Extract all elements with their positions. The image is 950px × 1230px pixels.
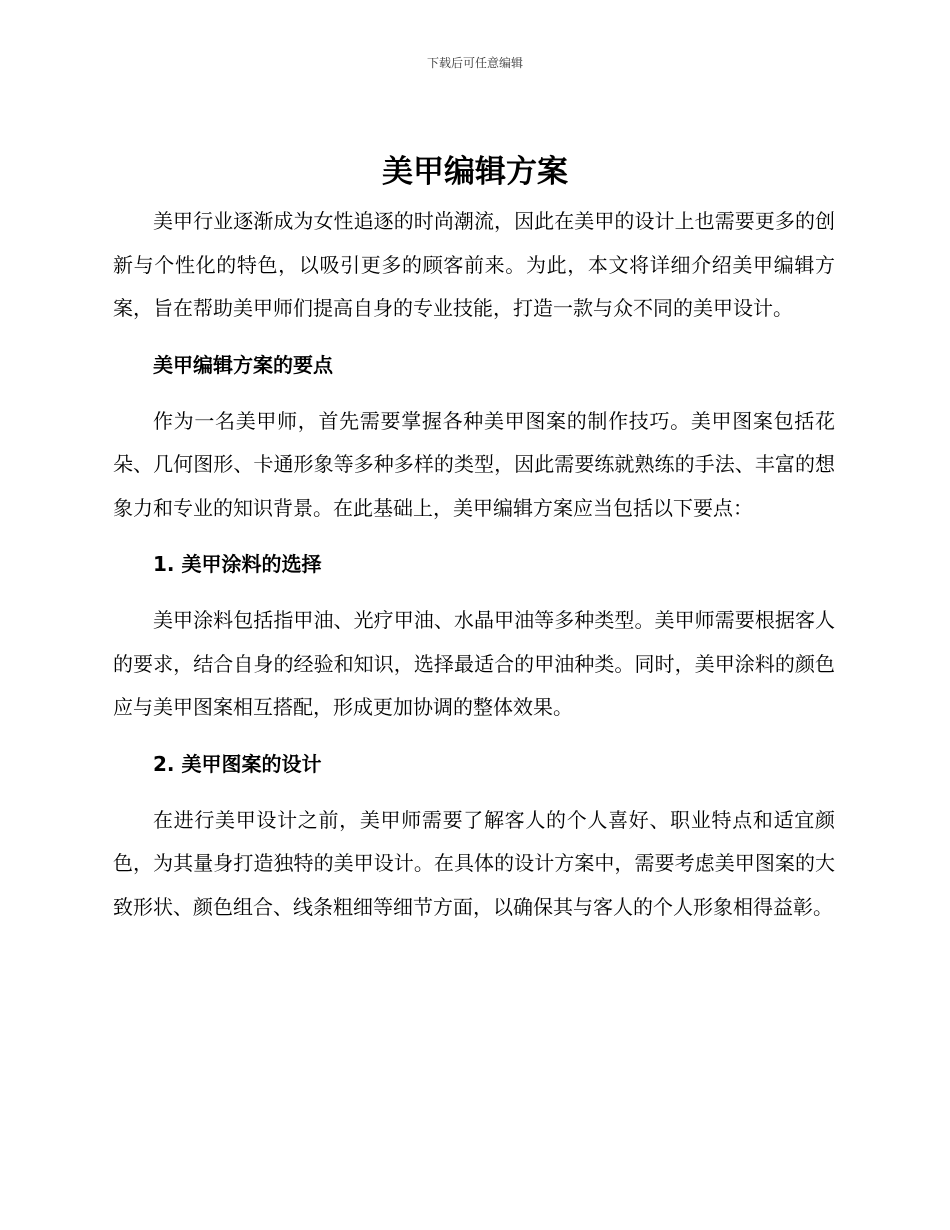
section-heading: 美甲编辑方案的要点 [153,352,333,377]
spacer [113,331,835,344]
spacer [113,586,835,599]
document-body [113,200,835,929]
document-title: 美甲编辑方案 [382,154,568,190]
section-paragraph: 作为一名美甲师，首先需要掌握各种美甲图案的制作技巧。美甲图案包括花朵、几何图形、卡通形象等多种多样的类型，因此需要练就熟练的手法、丰富的想象力和专业的知识背景。在此基础上，美甲编辑方案应当包括以下要点： [113,408,835,520]
point2-paragraph: 在进行美甲设计之前，美甲师需要了解客人的个人喜好、职业特点和适宜颜色，为其量身打造独特的美甲设计。在具体的设计方案中，需要考虑美甲图案的大致形状、颜色组合、线条粗细等细节方面，以确保其与客人的个人形象相得益彰。 [113,807,835,919]
point1-heading: 1. 美甲涂料的选择 [153,552,322,576]
spacer [113,786,835,799]
spacer [113,387,835,400]
point1-paragraph: 美甲涂料包括指甲油、光疗甲油、水晶甲油等多种类型。美甲师需要根据客人的要求，结合自身的经验和知识，选择最适合的甲油种类。同时，美甲涂料的颜色应与美甲图案相互搭配，形成更加协调的整体效果。 [113,608,835,719]
spacer [113,530,835,543]
header-note: 下载后可任意编辑 [426,56,523,70]
intro-paragraph: 美甲行业逐渐成为女性追逐的时尚潮流，因此在美甲的设计上也需要更多的创新与个性化的特色，以吸引更多的顾客前来。为此，本文将详细介绍美甲编辑方案，旨在帮助美甲师们提高自身的专业技能，打造一款与众不同的美甲设计。 [113,209,835,320]
point2-heading: 2. 美甲图案的设计 [153,751,322,776]
spacer [113,730,835,743]
